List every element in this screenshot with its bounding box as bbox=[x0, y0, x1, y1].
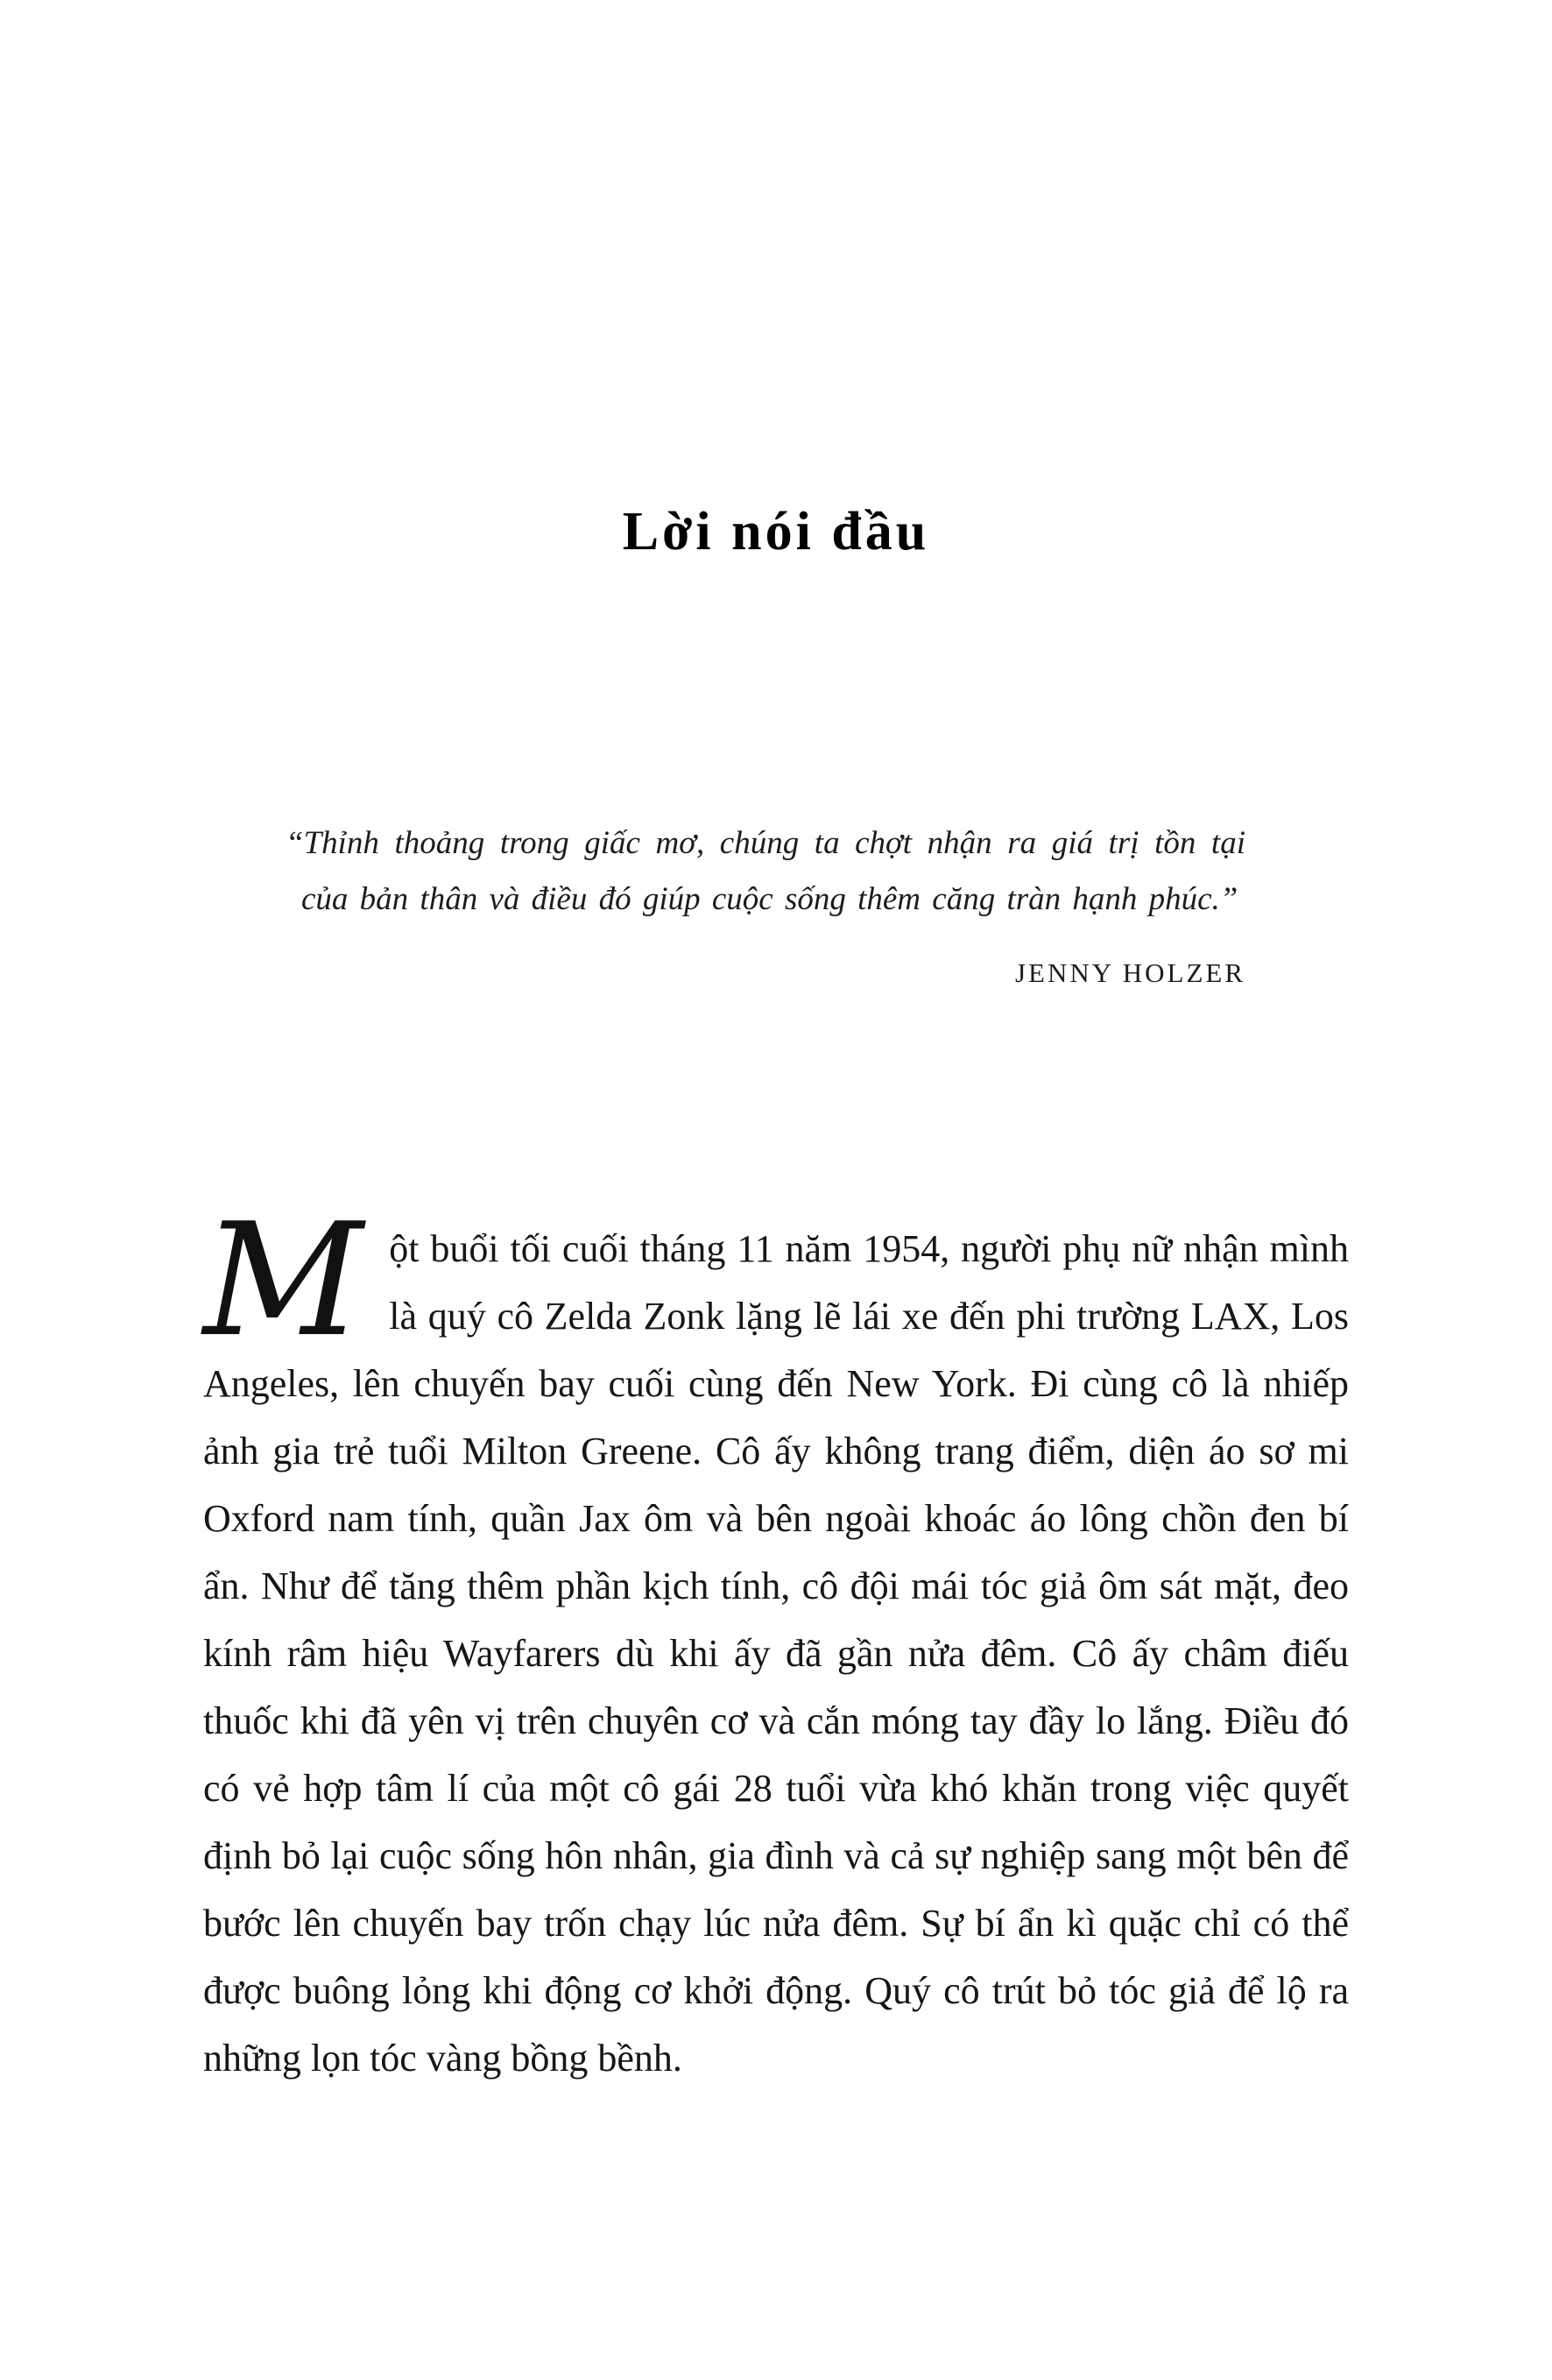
chapter-title: Lời nói đầu bbox=[622, 502, 930, 561]
body-paragraph bbox=[203, 1190, 1349, 2092]
epigraph-attribution: JENNY HOLZER bbox=[1014, 957, 1245, 988]
body-text: ột buổi tối cuối tháng 11 năm 1954, người phụ nữ nhận mình là quý cô Zelda Zonk lặng lẽ lái xe đến phi trường LAX, Los Angeles, lên chuyến bay cuối cùng đến New York. Đi cùng cô là nhiếp ảnh gia trẻ tuổi Milton Greene. Cô ấy không trang điểm, diện áo sơ mi Oxford nam tính, quần Jax ôm và bên ngoài khoác áo lông chồn đen bí ẩn. Như để tăng thêm phần kịch tính, cô đội mái tóc giả ôm sát mặt, đeo kính râm hiệu Wayfarers dù khi ấy đã gần nửa đêm. Cô ấy châm điếu thuốc khi đã yên vị trên chuyên cơ và cắn móng tay đầy lo lắng. Điều đó có vẻ hợp tâm lí của một cô gái 28 tuổi vừa khó khăn trong việc quyết định bỏ lại cuộc sống hôn nhân, gia đình và cả sự nghiệp sang một bên để bước lên chuyến bay trốn chạy lúc nửa đêm. Sự bí ẩn kì quặc chỉ có thể được buông lỏng khi động cơ khởi động. Quý cô trút bỏ tóc giả để lộ ra những lọn tóc vàng bồng bềnh. bbox=[203, 1227, 1349, 2080]
epigraph-quote: “Thỉnh thoảng trong giấc mơ, chúng ta chợt nhận ra giá trị tồn tại của bản thân và điều đó giúp cuộc sống thêm căng tràn hạnh phúc.” bbox=[286, 825, 1245, 917]
drop-cap-letter: M bbox=[203, 1190, 363, 1371]
body-block bbox=[203, 1190, 1349, 2092]
epigraph-block bbox=[286, 816, 1245, 989]
